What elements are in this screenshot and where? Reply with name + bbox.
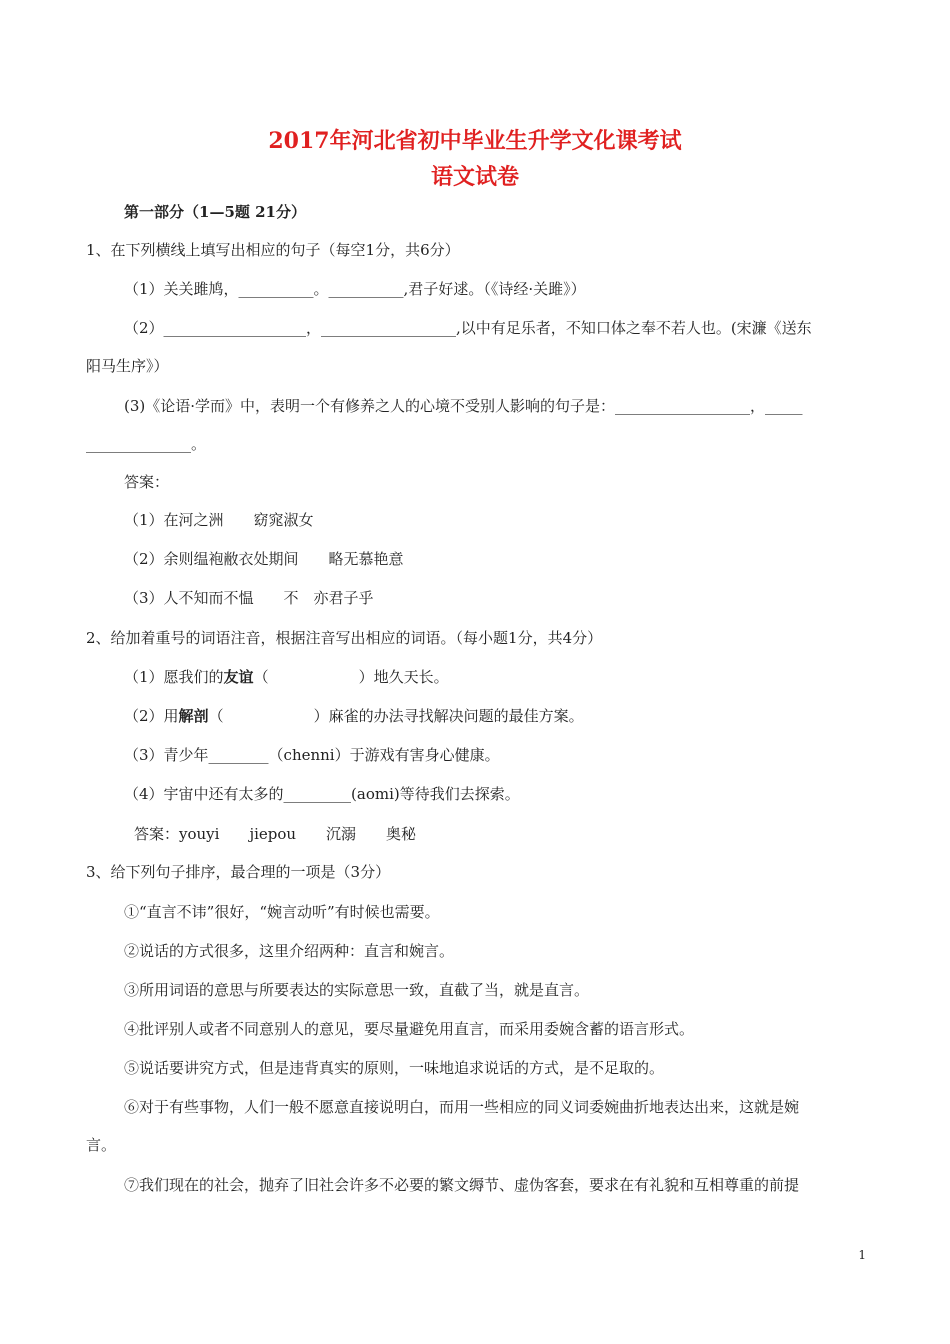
exam-title: 2017年河北省初中毕业生升学文化课考试 [268,128,682,154]
q1-answer-3: （3）人不知而不愠 不 亦君子乎 [124,589,374,607]
q2-item1 [124,667,449,687]
q1-answer-2: （2）余则缊袍敝衣处期间 略无慕艳意 [124,550,404,568]
part-heading: 第一部分（1—5题 21分） [124,203,306,221]
q3-stem: 3、给下列句子排序，最合理的一项是（3分） [86,863,391,881]
q3-sentence-5: ⑤说话要讲究方式，但是违背真实的原则，一味地追求说话的方式，是不足取的。 [124,1059,665,1077]
q2-item2-post: （ ）麻雀的办法寻找解决问题的最佳方案。 [208,707,584,725]
q2-answer: 答案：youyi jiepou 沉溺 奥秘 [134,825,417,843]
q2-stem: 2、给加着重号的词语注音，根据注音写出相应的词语。（每小题1分，共4分） [86,629,603,647]
q2-item1-pre: （1）愿我们的 [124,668,224,686]
exam-subtitle: 语文试卷 [430,164,519,190]
q2-item2-word: 解剖 [178,707,209,725]
q3-sentence-7-line1: ⑦我们现在的社会，抛弃了旧社会许多不必要的繁文缛节、虚伪客套，要求在有礼貌和互相尊重的前提 [124,1176,800,1194]
q1-item2-line1: （2）___________________，__________________,以中有足乐者，不知口体之奉不若人也。(宋濂《送东 [124,319,812,337]
q3-sentence-6-line2: 言。 [86,1136,117,1154]
q2-item2 [124,706,584,726]
q1-answer-1: （1）在河之洲 窈窕淑女 [124,511,314,529]
q3-sentence-6-line1: ⑥对于有些事物，人们一般不愿意直接说明白，而用一些相应的同义词委婉曲折地表达出来，这就是婉 [124,1098,800,1116]
q3-sentence-2: ②说话的方式很多，这里介绍两种：直言和婉言。 [124,942,455,960]
q2-item4: （4）宇宙中还有太多的_________(aomi)等待我们去探索。 [124,785,520,803]
q1-item2-line2: 阳马生序》） [86,357,169,375]
q3-sentence-1: ①“直言不讳”很好，“婉言动听”有时候也需要。 [124,903,440,921]
q2-item1-post: （ ）地久天长。 [253,668,449,686]
q2-item1-word: 友谊 [223,668,254,686]
q1-item3-line1: (3)《论语·学而》中，表明一个有修养之人的心境不受别人影响的句子是：__________________，_____ [124,397,803,415]
q1-answer-label: 答案： [124,473,170,491]
q2-item3: （3）青少年________（chenni）于游戏有害身心健康。 [124,746,500,764]
q1-item1: （1）关关雎鸠，__________。__________,君子好逑。（《诗经·关雎》） [124,280,586,298]
q1-stem: 1、在下列横线上填写出相应的句子（每空1分，共6分） [86,241,460,259]
q3-sentence-3: ③所用词语的意思与所要表达的实际意思一致，直截了当，就是直言。 [124,981,590,999]
page-number: 1 [858,1248,866,1262]
q1-item3-line2: ______________。 [86,435,207,453]
q3-sentence-4: ④批评别人或者不同意别人的意见，要尽量避免用直言，而采用委婉含蓄的语言形式。 [124,1020,695,1038]
q2-item2-pre: （2）用 [124,707,179,725]
